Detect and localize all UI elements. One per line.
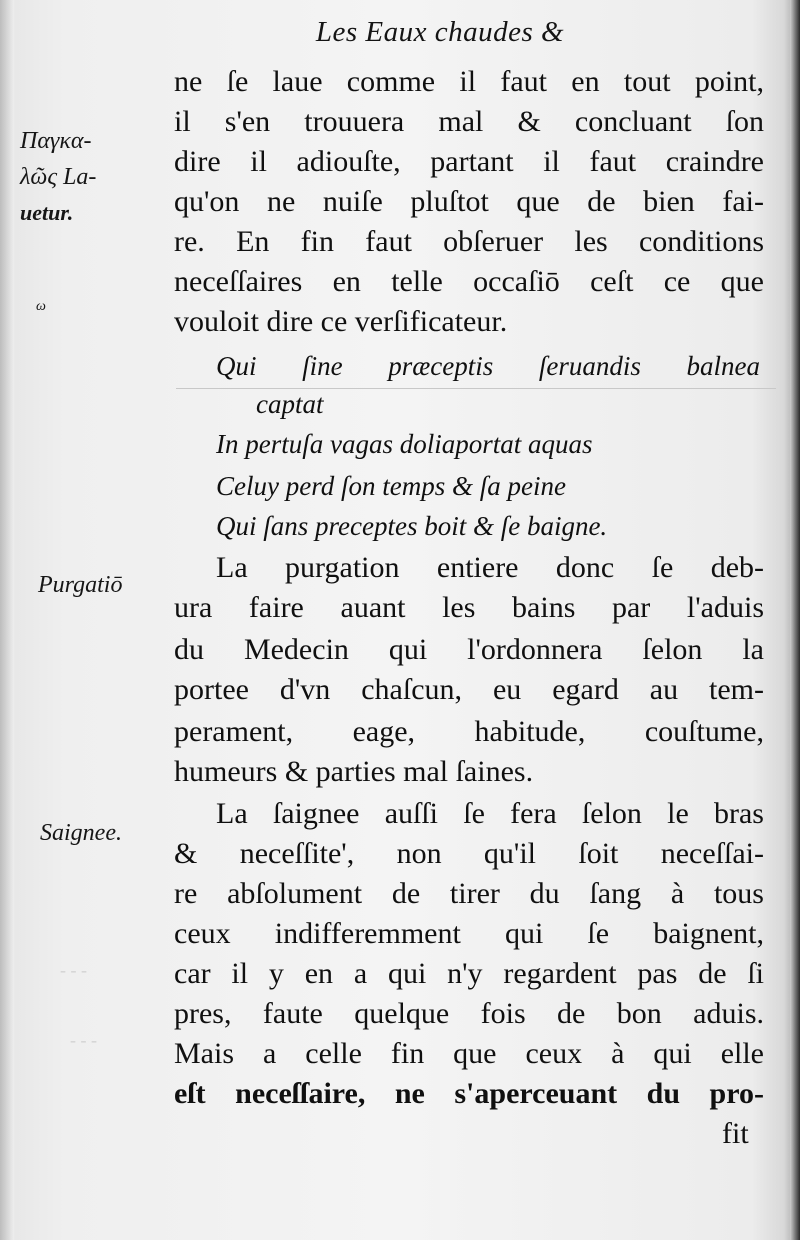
verse-line: Qui ſine præceptis ſeruandis balnea [216,351,760,381]
text-line: re. En fin faut obſeruer les conditions [174,225,764,258]
text-line: neceſſaires en telle occaſiō ceſt ce que [174,265,764,298]
text-line: & neceſſite', non qu'il ſoit neceſſai- [174,837,764,870]
text-line: pres, faute quelque fois de bon aduis. [174,997,764,1030]
text-line: portee d'vn chaſcun, eu egard au tem- [174,673,764,706]
text-line: La purgation entiere donc ſe deb- [216,551,764,584]
text-line: qu'on ne nuiſe pluſtot que de bien fai- [174,185,764,218]
margin-note-greek-2: λῶς La- [20,164,97,190]
verse-line: captat [256,389,324,419]
page-right-edge [790,0,800,1240]
text-line: ura faire auant les bains par l'aduis [174,591,764,624]
text-line: il s'en trouuera mal & concluant ſon [174,105,764,138]
text-line: du Medecin qui l'ordonnera ſelon la [174,633,764,666]
text-line: car il y en a qui n'y regardent pas de ſi [174,957,764,990]
show-through-text: - - - [70,1030,97,1050]
text-line: La ſaignee auſſi ſe fera ſelon le bras [216,797,764,830]
margin-note-small: ω [36,299,46,314]
margin-note-saignee: Saignee. [40,820,122,846]
verse-line: In pertuſa vagas doliaportat aquas [216,429,593,459]
text-line: vouloit dire ce verſificateur. [174,305,508,338]
text-line: ceux indifferemment qui ſe baignent, [174,917,764,950]
text-line: eſt neceſſaire, ne s'aperceuant du pro- [174,1077,764,1110]
text-line: ne ſe laue comme il faut en tout point, [174,65,764,98]
margin-note-greek-1: Παγκα- [20,128,92,154]
text-line: humeurs & parties mal ſaines. [174,755,534,788]
verse-line: Celuy perd ſon temps & ſa peine [216,471,566,501]
margin-note-greek-3: uetur. [20,200,74,225]
margin-note-purgatio: Purgatiō [38,572,123,598]
show-through-text: - - - [60,960,87,980]
catchword: fit [722,1117,749,1150]
text-line: re abſolument de tirer du ſang à tous [174,877,764,910]
page-left-edge [0,0,14,1240]
text-line: perament, eage, habitude, couſtume, [174,715,764,748]
verse-line: Qui ſans preceptes boit & ſe baigne. [216,511,608,541]
text-line: Mais a celle fin que ceux à qui elle [174,1037,764,1070]
text-line: dire il adiouſte, partant il faut craindre [174,145,764,178]
running-head: Les Eaux chaudes & [315,16,565,48]
